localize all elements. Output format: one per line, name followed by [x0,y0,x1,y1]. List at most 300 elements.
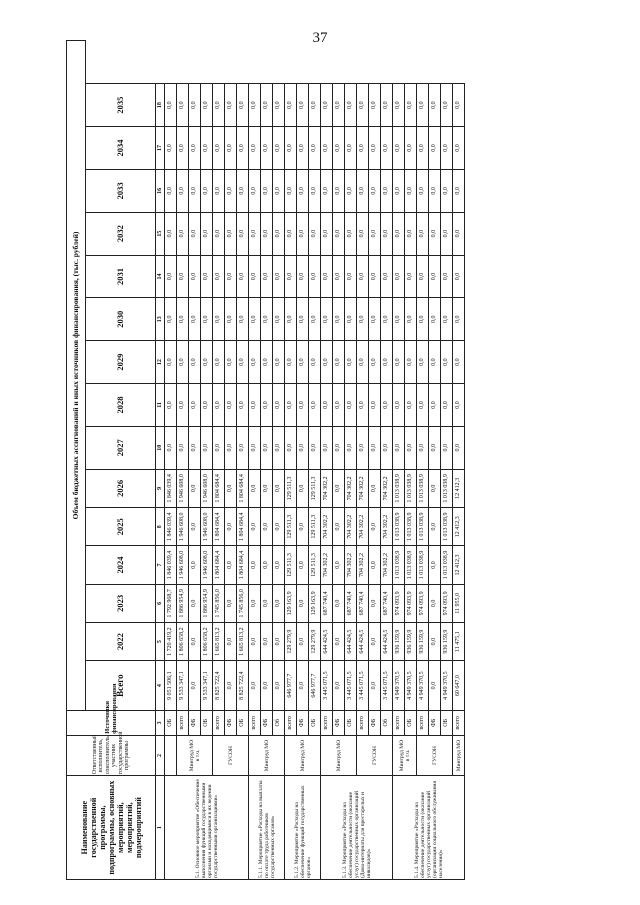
header-year: 2033 [86,169,156,212]
value-cell: 0,0 [261,255,273,298]
value-cell: 936 159,9 [393,623,405,661]
value-cell: 0,0 [333,341,345,384]
value-cell: 129 511,3 [285,508,297,546]
value-cell: 687 740,4 [345,584,357,622]
value-cell: 0,0 [261,169,273,212]
value-cell: 0,0 [417,127,429,170]
value-cell: 1 013 038,9 [441,508,453,546]
column-number: 9 [156,469,165,507]
value-cell: 1 846 039,4 [165,469,177,507]
value-cell: 1 745 856,0 [237,584,249,622]
value-cell: 60 647,0 [453,661,465,711]
value-cell: 0,0 [321,212,333,255]
value-cell: 0,0 [345,298,357,341]
value-cell: 0,0 [189,623,201,661]
value-cell: 0,0 [273,584,285,622]
value-cell: 0,0 [165,341,177,384]
value-cell: 0,0 [309,384,321,427]
value-cell: 0,0 [177,84,189,127]
value-cell: 0,0 [297,341,309,384]
source-cell: всего [417,710,429,735]
source-cell: всего [249,710,261,735]
value-cell: 0,0 [429,584,441,622]
value-cell: 0,0 [237,341,249,384]
value-cell: 0,0 [357,127,369,170]
value-cell: 0,0 [453,426,465,469]
value-cell: 0,0 [321,426,333,469]
value-cell: 0,0 [333,469,345,507]
value-cell: 0,0 [441,341,453,384]
value-cell: 0,0 [453,384,465,427]
value-cell: 0,0 [249,212,261,255]
responsible-note: в т.ч. [404,749,411,762]
value-cell: 1 946 608,0 [177,546,189,584]
value-cell: 0,0 [429,546,441,584]
value-cell: 12 412,3 [453,546,465,584]
value-cell: 8 825 722,4 [237,661,249,711]
value-cell: 0,0 [285,84,297,127]
value-cell: 0,0 [177,341,189,384]
value-cell: 0,0 [213,255,225,298]
value-cell: 0,0 [321,341,333,384]
value-cell: 687 740,4 [357,584,369,622]
source-cell: ФБ [189,710,201,735]
value-cell: 0,0 [333,255,345,298]
value-cell: 974 093,9 [441,584,453,622]
value-cell: 644 424,5 [321,623,333,661]
value-cell: 129 279,9 [309,623,321,661]
value-cell: 1 792 968,7 [165,584,177,622]
value-cell: 0,0 [213,298,225,341]
value-cell: 0,0 [357,426,369,469]
value-cell: 0,0 [297,426,309,469]
value-cell: 0,0 [381,212,393,255]
header-year: 2034 [86,127,156,170]
source-cell: ОБ [201,710,213,735]
value-cell: 0,0 [189,84,201,127]
value-cell: 974 093,9 [405,584,417,622]
source-cell: всего [285,710,297,735]
value-cell: 0,0 [333,426,345,469]
value-cell: 0,0 [381,426,393,469]
value-cell: 0,0 [189,298,201,341]
value-cell: 0,0 [249,298,261,341]
value-cell: 0,0 [225,584,237,622]
value-cell: 0,0 [381,341,393,384]
value-cell: 0,0 [405,212,417,255]
column-number: 6 [156,584,165,622]
responsible-cell: ГУСОН [213,735,249,776]
value-cell: 0,0 [333,508,345,546]
source-cell: Об [381,710,393,735]
value-cell: 704 302,2 [345,546,357,584]
value-cell: 0,0 [345,212,357,255]
value-cell: 0,0 [273,127,285,170]
value-cell: 0,0 [369,584,381,622]
value-cell: 0,0 [381,169,393,212]
value-cell: 687 740,4 [381,584,393,622]
value-cell: 0,0 [333,546,345,584]
value-cell: 0,0 [201,212,213,255]
source-cell: всего [177,710,189,735]
value-cell: 0,0 [429,469,441,507]
value-cell: 129 511,3 [285,546,297,584]
value-cell: 0,0 [369,546,381,584]
value-cell: 0,0 [429,84,441,127]
source-cell: всего [453,710,465,735]
column-number: 8 [156,508,165,546]
value-cell: 0,0 [189,127,201,170]
value-cell: 1 013 038,9 [417,508,429,546]
value-cell: 0,0 [429,426,441,469]
value-cell: 0,0 [165,84,177,127]
value-cell: 1 804 684,4 [237,508,249,546]
table-row [249,41,261,880]
header-year: 2032 [86,212,156,255]
table-row [357,41,369,880]
value-cell: 0,0 [309,127,321,170]
value-cell: 0,0 [369,127,381,170]
value-cell: 0,0 [249,384,261,427]
value-cell: 0,0 [237,298,249,341]
value-cell: 0,0 [297,661,309,711]
value-cell: 0,0 [285,384,297,427]
table-row [417,41,429,880]
value-cell: 0,0 [213,127,225,170]
value-cell: 0,0 [249,84,261,127]
value-cell: 0,0 [237,127,249,170]
value-cell: 0,0 [309,255,321,298]
value-cell: 0,0 [177,426,189,469]
source-cell: ФБ [333,710,345,735]
value-cell: 0,0 [369,84,381,127]
value-cell: 0,0 [261,584,273,622]
value-cell: 644 424,5 [345,623,357,661]
value-cell: 3 445 071,5 [321,661,333,711]
value-cell: 0,0 [285,426,297,469]
value-cell: 0,0 [393,255,405,298]
value-cell: 1 806 658,2 [177,623,189,661]
value-cell: 0,0 [285,298,297,341]
value-cell: 0,0 [249,469,261,507]
value-cell: 12 412,3 [453,469,465,507]
value-cell: 0,0 [297,623,309,661]
value-cell: 0,0 [249,623,261,661]
value-cell: 0,0 [201,169,213,212]
value-cell: 0,0 [321,255,333,298]
value-cell: 704 302,2 [381,469,393,507]
value-cell: 974 093,9 [417,584,429,622]
value-cell: 0,0 [225,661,237,711]
value-cell: 0,0 [405,169,417,212]
value-cell: 9 533 347,1 [201,661,213,711]
value-cell: 646 977,7 [285,661,297,711]
value-cell: 0,0 [429,661,441,711]
value-cell: 936 159,9 [441,623,453,661]
value-cell: 3 445 071,5 [345,661,357,711]
value-cell: 0,0 [189,584,201,622]
column-number: 17 [156,127,165,170]
value-cell: 0,0 [165,255,177,298]
value-cell: 0,0 [249,341,261,384]
value-cell: 0,0 [369,341,381,384]
value-cell: 0,0 [285,212,297,255]
value-cell: 129 511,3 [309,508,321,546]
value-cell: 0,0 [165,384,177,427]
value-cell: 0,0 [405,127,417,170]
value-cell: 0,0 [345,341,357,384]
responsible-cell: Минтруд МО [249,735,285,776]
value-cell: 0,0 [441,255,453,298]
value-cell: 1 745 856,0 [213,584,225,622]
table-row [453,41,465,880]
value-cell: 0,0 [309,426,321,469]
value-cell: 0,0 [369,255,381,298]
value-cell: 0,0 [405,384,417,427]
responsible-cell: ГУСОН [417,735,453,776]
value-cell: 0,0 [345,127,357,170]
value-cell: 0,0 [189,212,201,255]
value-cell: 129 163,9 [285,584,297,622]
value-cell: 0,0 [237,212,249,255]
value-cell: 0,0 [189,384,201,427]
value-cell: 0,0 [429,384,441,427]
value-cell: 0,0 [261,546,273,584]
value-cell: 0,0 [165,169,177,212]
value-cell: 0,0 [321,169,333,212]
value-cell: 936 159,9 [405,623,417,661]
value-cell: 0,0 [417,169,429,212]
value-cell: 0,0 [201,127,213,170]
value-cell: 0,0 [237,84,249,127]
value-cell: 0,0 [309,212,321,255]
value-cell: 704 302,2 [345,469,357,507]
value-cell: 0,0 [177,384,189,427]
value-cell: 0,0 [225,84,237,127]
value-cell: 0,0 [345,84,357,127]
value-cell: 0,0 [165,212,177,255]
measure-name: 5.1.4. Мероприятие «Расходы на обеспечение деятельности (оказание услуг) государственных организаций (организации социального обслуживания населения)» [393,776,465,880]
value-cell: 0,0 [261,508,273,546]
value-cell: 704 302,2 [357,508,369,546]
value-cell: 0,0 [297,255,309,298]
value-cell: 0,0 [225,255,237,298]
column-number: 13 [156,298,165,341]
value-cell: 0,0 [273,426,285,469]
value-cell: 1 804 684,4 [213,546,225,584]
value-cell: 0,0 [393,212,405,255]
value-cell: 0,0 [201,384,213,427]
value-cell: 1 946 608,0 [201,508,213,546]
value-cell: 0,0 [345,255,357,298]
header-name: Наименование государственной программы, подпрограммы, основных мероприятий, мероприятий, подмероприятий [67,776,156,880]
value-cell: 0,0 [297,298,309,341]
value-cell: 9 533 347,1 [177,661,189,711]
responsible-cell [393,735,417,776]
source-cell: Об [273,710,285,735]
value-cell: 8 825 722,4 [213,661,225,711]
value-cell: 129 163,9 [309,584,321,622]
value-cell: 0,0 [225,508,237,546]
value-cell: 0,0 [201,84,213,127]
value-cell: 0,0 [201,298,213,341]
column-number: 15 [156,212,165,255]
header-total: Всего [86,661,156,711]
value-cell: 0,0 [273,298,285,341]
column-number: 2 [156,735,165,776]
value-cell: 129 511,3 [309,469,321,507]
value-cell: 0,0 [189,169,201,212]
value-cell: 0,0 [285,341,297,384]
value-cell: 1 013 038,9 [417,546,429,584]
value-cell: 0,0 [453,127,465,170]
value-cell: 1 846 039,4 [165,508,177,546]
value-cell: 0,0 [261,212,273,255]
value-cell: 0,0 [201,255,213,298]
value-cell: 0,0 [261,469,273,507]
value-cell: 0,0 [357,169,369,212]
value-cell: 0,0 [261,426,273,469]
measure-name: 5.1. Основное мероприятие «Обеспечение выполнения функций государственными органами и находящимися в их ведении государственными организациями» [165,776,249,880]
value-cell: 0,0 [273,546,285,584]
value-cell: 1 804 684,4 [213,469,225,507]
value-cell: 1 886 954,9 [201,584,213,622]
value-cell: 0,0 [441,298,453,341]
source-cell: всего [213,710,225,735]
value-cell: 0,0 [393,384,405,427]
value-cell: 1 886 954,9 [177,584,189,622]
value-cell: 0,0 [393,298,405,341]
value-cell: 644 424,5 [357,623,369,661]
value-cell: 3 445 071,5 [381,661,393,711]
value-cell: 1 720 419,2 [165,623,177,661]
value-cell: 1 013 038,9 [393,469,405,507]
value-cell: 0,0 [369,426,381,469]
value-cell: 0,0 [357,298,369,341]
source-cell: ОБ [441,710,453,735]
value-cell: 0,0 [333,84,345,127]
value-cell: 0,0 [189,469,201,507]
value-cell: 0,0 [273,255,285,298]
value-cell: 0,0 [213,169,225,212]
value-cell: 129 511,3 [309,546,321,584]
value-cell: 1 804 684,4 [213,508,225,546]
value-cell: 0,0 [285,255,297,298]
value-cell: 0,0 [321,384,333,427]
value-cell: 0,0 [273,623,285,661]
page-number: 37 [312,30,328,46]
value-cell: 0,0 [225,127,237,170]
value-cell: 0,0 [189,546,201,584]
value-cell: 0,0 [213,426,225,469]
value-cell: 0,0 [297,469,309,507]
financing-table [66,40,465,880]
value-cell: 0,0 [165,127,177,170]
value-cell: 0,0 [177,298,189,341]
value-cell: 4 949 370,5 [393,661,405,711]
value-cell: 0,0 [249,169,261,212]
responsible-cell [177,735,213,776]
value-cell: 0,0 [405,298,417,341]
value-cell: 0,0 [369,298,381,341]
value-cell: 0,0 [453,298,465,341]
value-cell: 0,0 [249,661,261,711]
value-cell: 0,0 [297,127,309,170]
value-cell: 0,0 [381,298,393,341]
value-cell: 0,0 [213,84,225,127]
value-cell: 1 013 038,9 [393,546,405,584]
value-cell: 0,0 [273,169,285,212]
table-row [321,41,333,880]
value-cell: 0,0 [417,212,429,255]
value-cell: 0,0 [261,661,273,711]
value-cell: 0,0 [357,212,369,255]
value-cell: 0,0 [273,661,285,711]
table-row [165,41,177,880]
value-cell: 129 279,9 [285,623,297,661]
header-year: 2035 [86,84,156,127]
value-cell: 0,0 [441,169,453,212]
value-cell: 0,0 [273,384,285,427]
value-cell: 0,0 [177,255,189,298]
value-cell: 0,0 [369,623,381,661]
value-cell: 704 302,2 [381,546,393,584]
value-cell: 0,0 [249,255,261,298]
value-cell: 0,0 [297,384,309,427]
value-cell: 0,0 [225,546,237,584]
value-cell: 0,0 [453,341,465,384]
value-cell: 1 013 038,9 [441,469,453,507]
header-year: 2026 [86,469,156,507]
value-cell: 0,0 [417,426,429,469]
value-cell: 0,0 [441,84,453,127]
value-cell: 0,0 [417,255,429,298]
value-cell: 704 302,2 [357,469,369,507]
value-cell: 0,0 [177,212,189,255]
value-cell: 0,0 [405,84,417,127]
source-cell: ФБ [261,710,273,735]
value-cell: 0,0 [261,384,273,427]
value-cell: 0,0 [333,661,345,711]
value-cell: 1 665 813,2 [213,623,225,661]
value-cell: 0,0 [165,426,177,469]
value-cell: 0,0 [405,255,417,298]
value-cell: 0,0 [429,212,441,255]
column-number: 5 [156,623,165,661]
value-cell: 0,0 [441,212,453,255]
header-year: 2023 [86,584,156,622]
value-cell: 0,0 [201,341,213,384]
value-cell: 0,0 [201,426,213,469]
value-cell: 704 302,2 [321,546,333,584]
value-cell: 0,0 [189,341,201,384]
value-cell: 0,0 [237,384,249,427]
source-cell: всего [321,710,333,735]
value-cell: 0,0 [285,169,297,212]
value-cell: 0,0 [165,298,177,341]
value-cell: 0,0 [369,169,381,212]
value-cell: 0,0 [321,84,333,127]
value-cell: 0,0 [225,169,237,212]
source-cell: ОБ [309,710,321,735]
responsible-cell [165,735,177,776]
value-cell: 0,0 [453,212,465,255]
value-cell: 644 424,5 [381,623,393,661]
value-cell: 0,0 [429,169,441,212]
value-cell: 0,0 [333,584,345,622]
responsible-note: в т.ч. [194,749,201,762]
header-year: 2030 [86,298,156,341]
